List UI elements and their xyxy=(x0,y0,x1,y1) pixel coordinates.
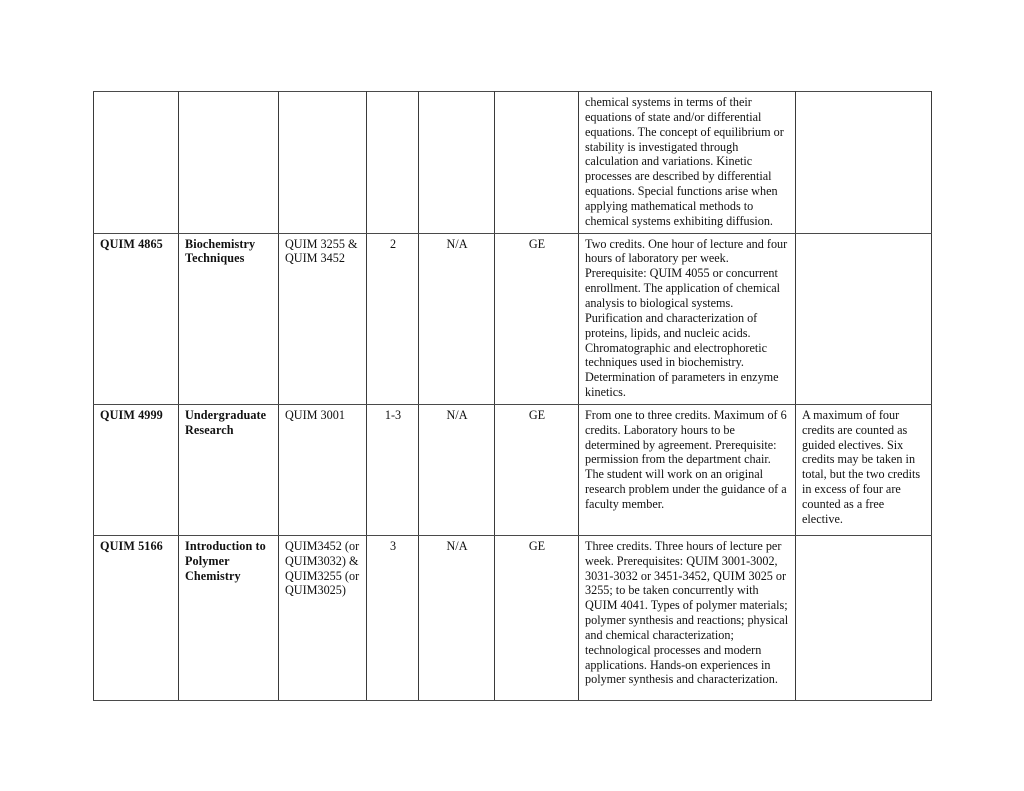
cell-corequisite xyxy=(419,233,495,404)
prerequisite-text: QUIM3452 (or QUIM3032) & QUIM3255 (or QUIM3025) xyxy=(285,538,360,598)
cell-course-code xyxy=(94,404,179,535)
corequisite-text: N/A xyxy=(446,236,468,251)
description-text: chemical systems in terms of their equations of state and/or differential equations. The concept of equilibrium or stability is investigated through calculation and variations. Kinetic processes are described by differential equations. Special functions arise when applying mathematical methods to chemical systems exhibiting diffusion. xyxy=(585,95,784,228)
credits-text: 3 xyxy=(389,538,397,553)
cell-prerequisite xyxy=(279,92,367,234)
table-row xyxy=(94,92,932,234)
notes-text: A maximum of four credits are counted as guided electives. Six credits may be taken in total, but the two credits in excess of four are counted as a free elective. xyxy=(802,407,921,526)
table-row xyxy=(94,233,932,404)
cell-course-title xyxy=(179,92,279,234)
cell-course-code xyxy=(94,233,179,404)
description-text: Two credits. One hour of lecture and four hours of laboratory per week. Prerequisite: QUIM 4055 or concurrent enrollment. The application of chemical analysis to biological systems. Purification and characterization of proteins, lipids, and nucleic acids. Chromatographic and electrophoretic techniques used in biochemistry. Determination of parameters in enzyme kinetics. xyxy=(585,236,788,400)
credits-text: 2 xyxy=(389,236,397,251)
cell-course-code xyxy=(94,535,179,700)
table-row xyxy=(94,404,932,535)
cell-credits xyxy=(367,233,419,404)
cell-course-type xyxy=(495,92,579,234)
cell-course-title xyxy=(179,535,279,700)
cell-credits xyxy=(367,92,419,234)
table-row xyxy=(94,535,932,700)
prerequisite-text: QUIM 3001 xyxy=(285,407,345,422)
cell-course-title xyxy=(179,233,279,404)
course-type-text: GE xyxy=(528,538,546,553)
course-title-text: Biochemistry Techniques xyxy=(185,236,256,266)
cell-credits xyxy=(367,535,419,700)
course-title-text: Introduction to Polymer Chemistry xyxy=(185,538,266,583)
course-title-text: Undergraduate Research xyxy=(185,407,267,437)
course-code-text: QUIM 4865 xyxy=(100,236,163,251)
cell-notes xyxy=(796,92,932,234)
corequisite-text: N/A xyxy=(446,538,468,553)
description-text: From one to three credits. Maximum of 6 credits. Laboratory hours to be determined by agreement. Prerequisite: permission from the department chair. The student will work on an original research problem under the guidance of a faculty member. xyxy=(585,407,787,511)
cell-prerequisite xyxy=(279,404,367,535)
cell-corequisite xyxy=(419,404,495,535)
description-text: Three credits. Three hours of lecture per week. Prerequisites: QUIM 3001-3002, 3031-3032 or 3451-3452, QUIM 3025 or 3255; to be taken concurrently with QUIM 4041. Types of polymer materials; polymer synthesis and reactions; physical and chemical characterization; technological processes and modern applications. Hands-on experiences in polymer synthesis and characterization. xyxy=(585,538,789,687)
course-type-text: GE xyxy=(528,407,546,422)
cell-description xyxy=(579,535,796,700)
cell-course-type xyxy=(495,233,579,404)
cell-corequisite xyxy=(419,92,495,234)
cell-course-type xyxy=(495,404,579,535)
cell-credits xyxy=(367,404,419,535)
cell-description xyxy=(579,233,796,404)
credits-text: 1-3 xyxy=(384,407,402,422)
course-catalog-table xyxy=(93,91,932,701)
cell-notes xyxy=(796,535,932,700)
cell-course-title xyxy=(179,404,279,535)
cell-prerequisite xyxy=(279,535,367,700)
cell-course-type xyxy=(495,535,579,700)
course-code-text: QUIM 5166 xyxy=(100,538,163,553)
course-type-text: GE xyxy=(528,236,546,251)
course-code-text: QUIM 4999 xyxy=(100,407,163,422)
prerequisite-text: QUIM 3255 & QUIM 3452 xyxy=(285,236,358,266)
cell-course-code xyxy=(94,92,179,234)
cell-corequisite xyxy=(419,535,495,700)
cell-notes xyxy=(796,404,932,535)
corequisite-text: N/A xyxy=(446,407,468,422)
cell-description xyxy=(579,404,796,535)
cell-description xyxy=(579,92,796,234)
cell-notes xyxy=(796,233,932,404)
cell-prerequisite xyxy=(279,233,367,404)
